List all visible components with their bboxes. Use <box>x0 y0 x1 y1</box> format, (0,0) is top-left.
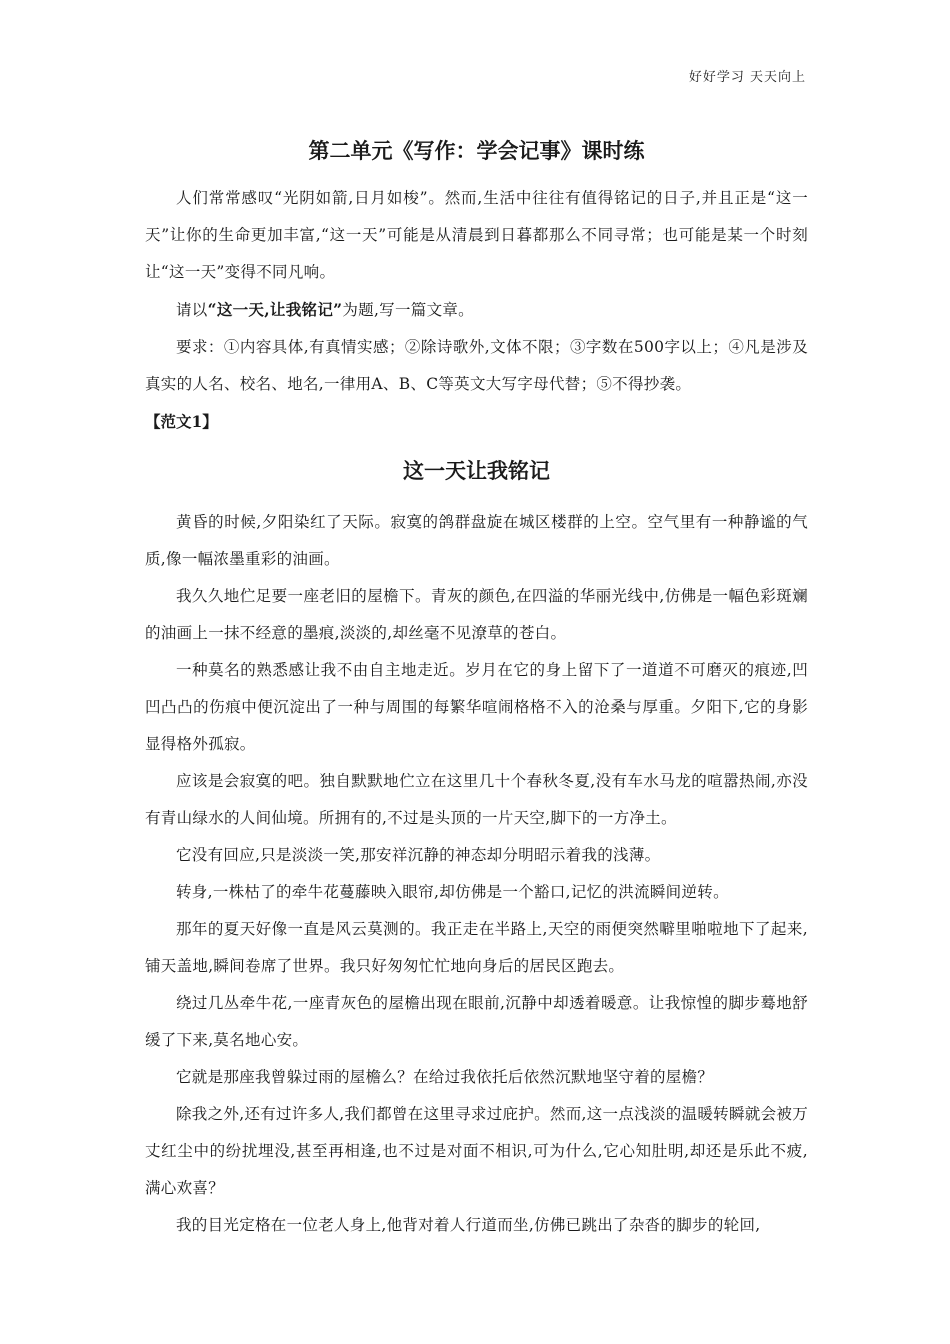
prompt-paragraph <box>145 291 808 329</box>
article-paragraph: 除我之外,还有过许多人,我们都曾在这里寻求过庇护。然而,这一点浅淡的温暖转瞬就会被万丈红尘中的纷扰埋没,甚至再相逢,也不过是对面不相识,可为什么,它心知肚明,却还是乐此不疲,满心欢喜？ <box>145 1105 808 1197</box>
prompt-topic: “这一天,让我铭记” <box>207 300 343 319</box>
article-paragraph: 一种莫名的熟悉感让我不由自主地走近。岁月在它的身上留下了一道道不可磨灭的痕迹,凹凹凸凸的伤痕中便沉淀出了一种与周围的每繁华喧闹格格不入的沧桑与厚重。夕阳下,它的身影显得格外孤寂。 <box>145 661 808 753</box>
prompt-suffix: 为题,写一篇文章。 <box>342 301 474 319</box>
intro-paragraph: 人们常常感叹“光阴如箭,日月如梭”。然而,生活中往往有值得铭记的日子,并且正是“这一天”让你的生命更加丰富,“这一天”可能是从清晨到日暮都那么不同寻常；也可能是某一个时刻让“这一天”变得不同凡响。 <box>145 189 808 281</box>
article-title: 这一天让我铭记 <box>403 458 550 483</box>
page-title: 第二单元《写作：学会记事》课时练 <box>308 138 645 163</box>
article-paragraph: 应该是会寂寞的吧。独自默默地伫立在这里几十个春秋冬夏,没有车水马龙的喧嚣热闹,亦没有青山绿水的人间仙境。所拥有的,不过是头顶的一片天空,脚下的一方净土。 <box>145 772 808 827</box>
article-paragraph: 转身,一株枯了的牵牛花蔓藤映入眼帘,却仿佛是一个豁口,记忆的洪流瞬间逆转。 <box>176 883 729 901</box>
article-paragraph: 它没有回应,只是淡淡一笑,那安祥沉静的神态却分明昭示着我的浅薄。 <box>176 846 661 864</box>
article-paragraph: 那年的夏天好像一直是风云莫测的。我正走在半路上,天空的雨便突然噼里啪啦地下了起来,铺天盖地,瞬间卷席了世界。我只好匆匆忙忙地向身后的居民区跑去。 <box>145 920 808 975</box>
article-paragraph: 黄昏的时候,夕阳染红了天际。寂寞的鸽群盘旋在城区楼群的上空。空气里有一种静谧的气质,像一幅浓墨重彩的油画。 <box>145 513 808 568</box>
article-paragraph: 绕过几丛牵牛花,一座青灰色的屋檐出现在眼前,沉静中却透着暖意。让我惊惶的脚步蓦地舒缓了下来,莫名地心安。 <box>145 994 808 1049</box>
header-tagline: 好好学习 天天向上 <box>688 70 806 85</box>
article-paragraph: 我久久地伫足要一座老旧的屋檐下。青灰的颜色,在四溢的华丽光线中,仿佛是一幅色彩斑斓的油画上一抹不经意的墨痕,淡淡的,却丝毫不见潦草的苍白。 <box>145 587 808 642</box>
requirements-paragraph: 要求：①内容具体,有真情实感；②除诗歌外,文体不限；③字数在500字以上；④凡是涉及真实的人名、校名、地名,一律用A、B、C等英文大写字母代替；⑤不得抄袭。 <box>145 338 808 393</box>
article-paragraph: 它就是那座我曾躲过雨的屋檐么？在给过我依托后依然沉默地坚守着的屋檐？ <box>176 1068 714 1086</box>
document-body <box>145 134 808 1244</box>
sample-label: 【范文1】 <box>145 412 218 431</box>
article-paragraph: 我的目光定格在一位老人身上,他背对着人行道而坐,仿佛已跳出了杂沓的脚步的轮回, <box>176 1216 761 1234</box>
prompt-prefix: 请以 <box>176 301 208 319</box>
